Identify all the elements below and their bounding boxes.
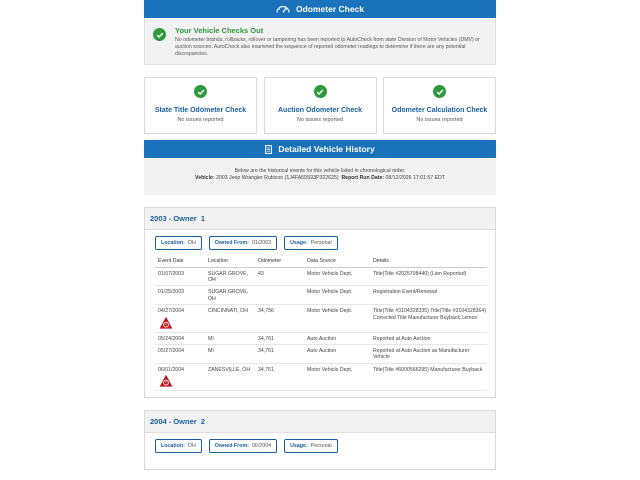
event-date-cell — [155, 305, 205, 332]
owned-from-chip — [209, 236, 277, 250]
details-cell — [370, 286, 487, 305]
history-title: Detailed Vehicle History — [278, 144, 375, 154]
chip-value: OH — [187, 443, 196, 450]
column-header: Details — [370, 256, 487, 267]
card-title: Odometer Calculation Check — [391, 107, 488, 114]
column-header: Location — [205, 256, 255, 267]
event-date-cell — [155, 267, 205, 286]
details-cell-text: Reported at Auto Auction — [373, 335, 431, 342]
event-date-cell-text: 05/27/2004 — [158, 347, 184, 354]
data-source-cell — [304, 305, 370, 332]
odometer-cell-text: 34,761 — [258, 347, 274, 354]
location-cell — [205, 344, 255, 363]
card-status: No issues reported — [416, 117, 463, 123]
owner-number: 2 — [200, 417, 206, 427]
data-source-cell-text: Motor Vehicle Dept. — [307, 289, 353, 296]
history-header — [144, 140, 496, 158]
chip-value: OH — [187, 240, 196, 246]
details-cell — [370, 332, 487, 344]
location-cell-text: SUGAR GROVE, OH — [208, 270, 249, 283]
check-icon — [194, 85, 207, 98]
event-date-cell — [155, 363, 205, 390]
owner-2-chips — [145, 433, 495, 459]
summary-panel — [144, 18, 496, 65]
odometer-cell — [255, 344, 304, 363]
report-container — [144, 0, 496, 470]
usage-chip — [284, 439, 338, 453]
vehicle-line — [144, 175, 496, 182]
details-cell — [370, 363, 487, 390]
table-row — [155, 332, 487, 344]
table-row — [155, 363, 487, 390]
owner-1-heading — [145, 208, 495, 230]
event-date-cell — [155, 286, 205, 305]
chip-value: Personal — [310, 240, 332, 246]
card-title: State Title Odometer Check — [154, 107, 247, 114]
chip-label: Owned From: — [214, 240, 249, 246]
location-cell — [205, 363, 255, 390]
odometer-cell — [255, 267, 304, 286]
document-icon — [265, 145, 272, 154]
owner-1-section — [144, 207, 496, 398]
table-row — [155, 344, 487, 363]
summary-text: No odometer brands, rollbacks, rollover or tampering has been reported to AutoCheck from state Division of Motor Vehicles (DMV) or auction sources. AutoCheck also examined the sequence of reported odometer readings to determine if there are any potential discrepancies. — [175, 37, 480, 57]
details-cell-text: Title(Title #3104328335) Title(Title #3104328364) Corrected Title Manufacturer Buyback Lemon — [373, 308, 487, 321]
column-header: Odometer — [255, 256, 304, 267]
auction-check-card — [264, 77, 377, 134]
run-date-label: Report Run Date: — [341, 175, 385, 181]
data-source-cell-text: Auto Auction — [307, 347, 337, 354]
chip-value: 06/2004 — [251, 443, 272, 450]
details-cell — [370, 344, 487, 363]
column-header: Data Source — [304, 256, 370, 267]
state-title-check-card — [144, 77, 257, 134]
owner-heading-text: 2003 - Owner — [150, 214, 197, 223]
check-icon — [433, 85, 446, 98]
card-title: Auction Odometer Check — [277, 107, 362, 114]
chip-label: Location: — [161, 443, 185, 450]
table-header-row — [155, 256, 487, 267]
owner-1-chips — [145, 230, 495, 256]
owner-2-section — [144, 410, 496, 470]
chip-value: 01/2003 — [251, 240, 272, 246]
history-intro-text: Below are the historical events for this vehicle listed in chronological order. — [234, 168, 406, 174]
event-date-cell — [155, 332, 205, 344]
table-row — [155, 286, 487, 305]
column-header: Event Date — [155, 256, 205, 267]
details-cell-text: Reported at Auto Auction as Manufacturer Vehicle — [373, 347, 470, 361]
location-cell-text: MI — [208, 335, 214, 342]
location-cell — [205, 305, 255, 332]
odometer-cell — [255, 286, 304, 305]
chip-value: Personal — [310, 443, 332, 450]
history-table — [155, 256, 487, 391]
check-icon — [153, 28, 166, 41]
data-source-cell-text: Motor Vehicle Dept. — [307, 308, 353, 315]
table-row — [155, 305, 487, 332]
summary-title: Your Vehicle Checks Out — [175, 26, 264, 35]
chip-label: Location: — [161, 240, 185, 246]
odometer-cell — [255, 363, 304, 390]
vehicle-label: Vehicle: — [195, 175, 215, 181]
location-chip — [155, 236, 202, 250]
data-source-cell — [304, 267, 370, 286]
chip-label: Owned From: — [214, 443, 249, 450]
card-status: No issues reported — [296, 117, 344, 123]
details-cell-text: Title(Title #6000566295) Manufacturer Buyback — [373, 366, 483, 373]
odometer-cell — [255, 305, 304, 332]
calculation-check-card — [383, 77, 496, 134]
event-date-cell-text: 05/24/2004 — [158, 335, 184, 342]
location-cell-text: CINCINNATI, OH — [208, 308, 248, 315]
location-cell-text: ZANESVILLE, OH — [208, 366, 251, 373]
chip-label: Usage: — [290, 443, 308, 450]
table-row — [155, 267, 487, 286]
odometer-cell-text: 34,756 — [258, 308, 274, 315]
warning-icon — [159, 316, 173, 330]
odometer-cell-text: 43 — [258, 270, 264, 277]
location-cell-text: SUGAR GROVE, OH — [208, 289, 249, 302]
data-source-cell — [304, 363, 370, 390]
data-source-cell-text: Auto Auction — [307, 335, 337, 342]
event-date-cell-text: 01/07/2003 — [158, 270, 184, 277]
event-date-cell-text: 01/25/2003 — [158, 289, 184, 296]
location-cell — [205, 332, 255, 344]
location-cell — [205, 267, 255, 286]
details-cell-text: Title(Title #2025798440) (Lien Reported) — [373, 270, 467, 277]
owned-from-chip — [209, 439, 277, 453]
details-cell — [370, 305, 487, 332]
location-cell-text: MI — [208, 347, 214, 354]
odometer-check-header — [144, 0, 496, 18]
owner-heading-text: 2004 - Owner — [150, 417, 197, 427]
usage-chip — [284, 236, 338, 250]
location-chip — [155, 439, 202, 453]
check-icon — [314, 85, 327, 98]
speedometer-icon — [276, 5, 290, 13]
run-date-value: 08/12/2026 17:01:57 EDT — [385, 175, 445, 181]
event-date-cell-text: 06/01/2004 — [158, 366, 184, 373]
data-source-cell — [304, 286, 370, 305]
event-date-cell-text: 04/27/2004 — [158, 308, 184, 315]
odometer-cell-text: 34,761 — [258, 335, 274, 342]
warning-icon — [159, 374, 173, 388]
owner-number: 1 — [200, 214, 206, 223]
odometer-cell-text: 34,761 — [258, 366, 274, 373]
history-intro — [144, 158, 496, 195]
details-cell — [370, 267, 487, 286]
check-cards — [144, 77, 496, 134]
card-status: No issues reported — [177, 117, 224, 123]
data-source-cell — [304, 332, 370, 344]
data-source-cell — [304, 344, 370, 363]
event-date-cell — [155, 344, 205, 363]
details-cell-text: Registration Event/Renewal — [373, 289, 438, 296]
data-source-cell-text: Motor Vehicle Dept. — [307, 366, 353, 373]
vehicle-value: 2003 Jeep Wrangler Rubicon (1J4FA69S93P322625) — [216, 175, 339, 181]
data-source-cell-text: Motor Vehicle Dept. — [307, 270, 353, 277]
location-cell — [205, 286, 255, 305]
chip-label: Usage: — [290, 240, 308, 246]
odometer-cell — [255, 332, 304, 344]
owner-2-heading — [145, 411, 495, 433]
odometer-check-title: Odometer Check — [295, 4, 365, 14]
